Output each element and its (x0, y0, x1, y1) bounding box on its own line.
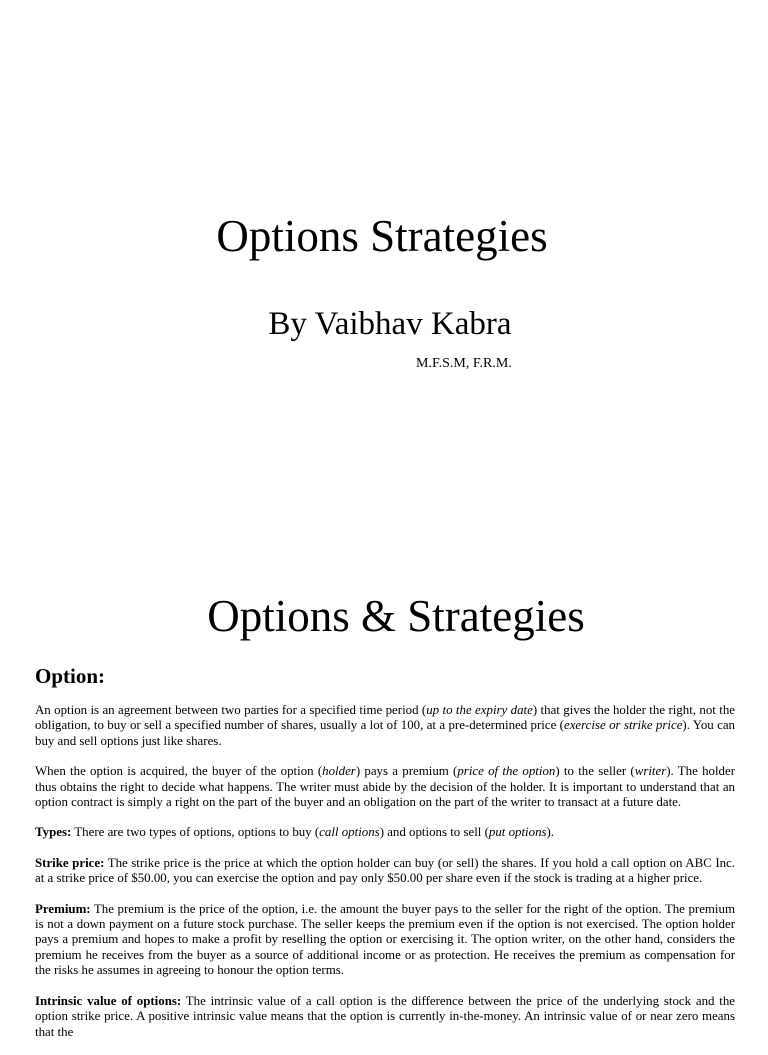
cover-title: Options Strategies (216, 211, 548, 261)
italic-term: call options (319, 825, 380, 840)
section-heading-option: Option: (35, 664, 106, 688)
italic-term: up to the expiry date (426, 703, 533, 717)
text-run: The intrinsic value of a call option is the difference between the price of the underlying stock and the option strike price. A positive intrinsic value means that the option is currently in-the-money. An intrinsic value of or near zero means that the (35, 993, 736, 1039)
paragraph-holder-writer (35, 764, 735, 810)
text-run: ) that gives the holder the right, not the obligation, to buy or sell a specified number of shares, usually a lot of 100, at a pre-determined price ( (35, 703, 736, 733)
paragraph-label: Strike price: (35, 855, 105, 870)
paragraph-label: Premium: (35, 901, 91, 916)
italic-term: price of the option (457, 764, 556, 779)
paragraph-label: Intrinsic value of options: (35, 993, 182, 1008)
text-run: When the option is acquired, the buyer of the option ( (35, 764, 323, 779)
italic-term: holder (322, 764, 356, 779)
paragraph-types (35, 825, 735, 840)
italic-term: exercise or strike price (563, 718, 683, 733)
text-run: ). (546, 825, 555, 840)
text-run: There are two types of options, options to buy ( (71, 825, 320, 840)
author-credentials: M.F.S.M, F.R.M. (416, 356, 512, 371)
paragraph-premium (35, 902, 735, 979)
text-run: ). You can buy and sell options just like shares. (35, 718, 735, 748)
paragraph-label: Types: (35, 825, 72, 840)
body-text (35, 703, 735, 1055)
paragraph-strike-price (35, 856, 735, 887)
document-title: Options & Strategies (207, 591, 585, 641)
paragraph-definition (35, 703, 735, 749)
text-run: An option is an agreement between two parties for a specified time period ( (35, 703, 427, 717)
text-run: The premium is the price of the option, i.e. the amount the buyer pays to the seller for the right of the option. The premium is not a down payment on a future stock purchase. The seller keeps the premium even if the option is not exercised. The option holder pays a premium and hopes to make a profit by reselling the option or exercising it. The option writer, on the other hand, considers the premium he receives from the buyer as a source of additional income or as protection. He receives the premium as compensation for the risks he assumes in agreeing to honour the option terms. (35, 901, 735, 978)
cover-author: By Vaibhav Kabra (268, 306, 512, 342)
italic-term: put options (488, 825, 547, 840)
paragraph-intrinsic-value (35, 994, 735, 1040)
text-run: The strike price is the price at which the option holder can buy (or sell) the shares. If you hold a call option on ABC Inc. at a strike price of $50.00, you can exercise the option and pay only $50.00 per share even if the stock is trading at a higher price. (35, 855, 735, 886)
italic-term: writer (634, 764, 667, 779)
text-run: ) pays a premium ( (355, 764, 458, 779)
text-run: ) to the seller ( (555, 764, 635, 779)
text-run: ) and options to sell ( (379, 825, 489, 840)
text-run: ). The holder thus obtains the right to decide what happens. The writer must abide by the decision of the holder. It is important to understand that an option contract is simply a right on the part of the buyer and an obligation on the part of the writer to transact at a future date. (35, 764, 736, 810)
